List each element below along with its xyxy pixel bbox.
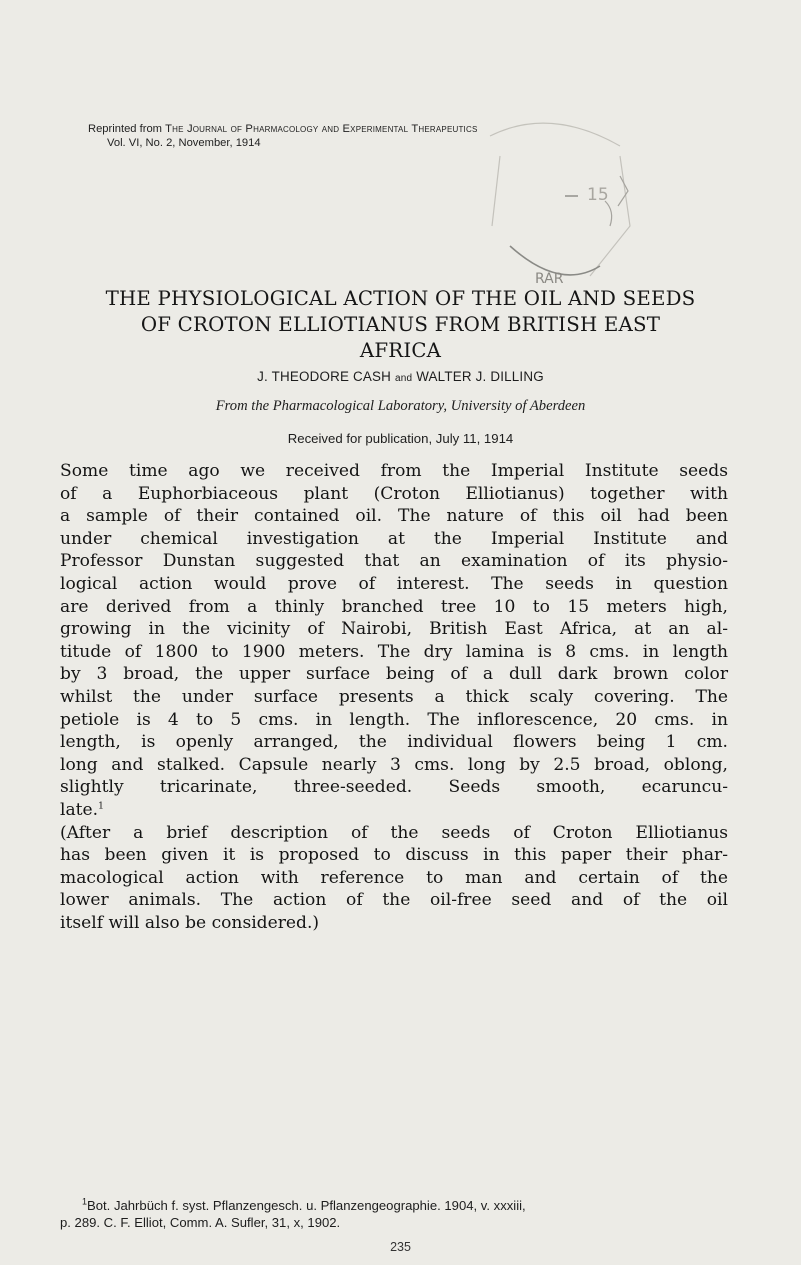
stamp-text-fragment: RAR	[535, 271, 564, 287]
body-line: Some time ago we received from the Imperial Institute seeds	[60, 461, 728, 481]
body-line: has been given it is proposed to discuss in this paper their phar-	[60, 845, 728, 866]
author-name: WALTER J. DILLING	[416, 369, 544, 384]
body-line-text: late.	[60, 799, 99, 820]
received-date: Received for publication, July 11, 1914	[287, 431, 514, 446]
journal-name: The Journal of Pharmacology and Experimental Therapeutics	[165, 123, 478, 135]
affiliation: From the Pharmacological Laboratory, University of Aberdeen	[215, 398, 586, 414]
stamp-text-fragment: 15	[587, 185, 609, 205]
title-line: OF CROTON ELLIOTIANUS FROM BRITISH EAST	[140, 313, 661, 336]
reprint-header	[88, 122, 648, 150]
body-line: macological action with reference to man and certain of the	[60, 867, 728, 888]
footnote-line: p. 289. C. F. Elliot, Comm. A. Sufler, 31, x, 1902.	[60, 1215, 341, 1230]
body-line: Professor Dunstan suggested that an examination of its physio-	[60, 551, 728, 572]
body-line: whilst the under surface presents a thick scaly covering. The	[60, 686, 728, 707]
body-line: long and stalked. Capsule nearly 3 cms. long by 2.5 broad, oblong,	[60, 754, 728, 775]
footnote	[60, 1196, 732, 1231]
reprint-line	[88, 122, 648, 136]
paper-title	[60, 286, 741, 364]
authors	[60, 369, 741, 384]
body-line: under chemical investigation at the Imperial Institute and	[60, 528, 728, 549]
body-line: logical action would prove of interest. The seeds in question	[60, 573, 728, 594]
body-line: titude of 1800 to 1900 meters. The dry lamina is 8 cms. in length	[60, 641, 728, 662]
body-text	[60, 460, 728, 934]
body-line: (After a brief description of the seeds of Croton Elliotianus	[60, 822, 728, 843]
author-name: J. THEODORE CASH	[257, 369, 392, 384]
body-line: of a Euphorbiaceous plant (Croton Elliotianus) together with	[60, 483, 728, 504]
footnote-text: Bot. Jahrbüch f. syst. Pflanzengesch. u. Pflanzengeographie. 1904, v. xxxiii,	[87, 1198, 526, 1213]
body-line: petiole is 4 to 5 cms. in length. The inflorescence, 20 cms. in	[60, 709, 728, 730]
author-conjunction: and	[394, 373, 413, 384]
footnote-marker: 1	[82, 1196, 88, 1207]
body-line: slightly tricarinate, three-seeded. Seeds smooth, ecaruncu-	[60, 777, 728, 798]
body-line: by 3 broad, the upper surface being of a dull dark brown color	[60, 664, 728, 685]
footnote-line	[82, 1197, 732, 1214]
body-line: length, is openly arranged, the individual flowers being 1 cm.	[60, 732, 728, 753]
volume-info: Vol. VI, No. 2, November, 1914	[107, 137, 261, 149]
body-line: growing in the vicinity of Nairobi, British East Africa, at an al-	[60, 619, 728, 640]
body-line: a sample of their contained oil. The nature of this oil had been	[60, 506, 728, 527]
body-line: itself will also be considered.)	[60, 912, 320, 933]
body-line: are derived from a thinly branched tree 10 to 15 meters high,	[60, 596, 728, 617]
body-line: lower animals. The action of the oil-free seed and of the oil	[60, 890, 728, 911]
page-number: 235	[390, 1240, 411, 1254]
reprint-prefix: Reprinted from	[88, 123, 166, 135]
title-line: AFRICA	[359, 339, 442, 362]
title-line: THE PHYSIOLOGICAL ACTION OF THE OIL AND SEEDS	[105, 287, 696, 310]
footnote-reference: 1	[98, 801, 104, 812]
body-line-with-footnote	[60, 799, 728, 822]
